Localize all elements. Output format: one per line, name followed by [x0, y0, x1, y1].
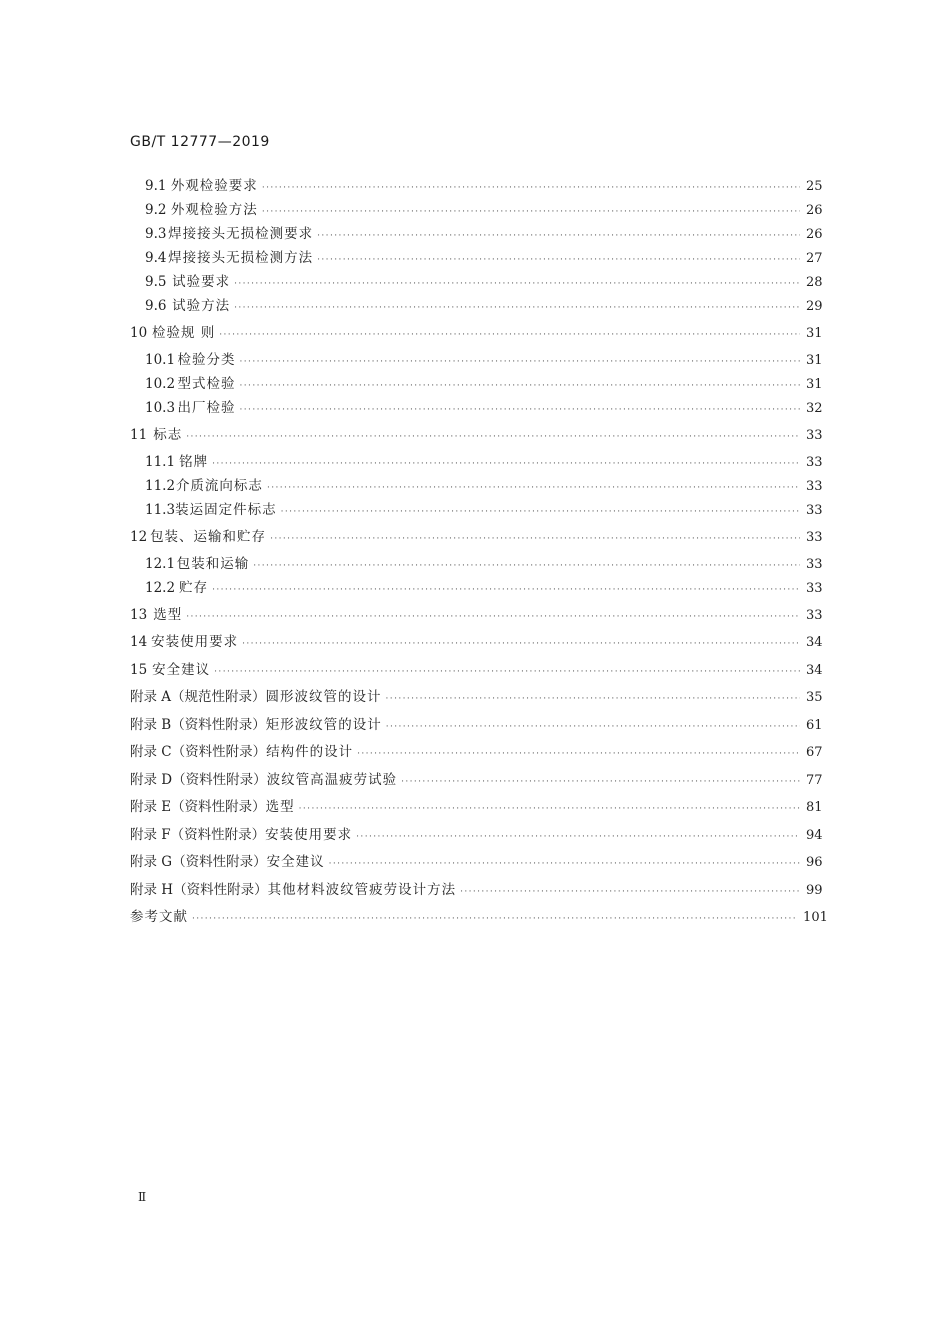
toc-entry-number: 附录 D（资料性附录） [130, 772, 267, 788]
toc-entry[interactable] [145, 579, 822, 597]
toc-entry[interactable] [130, 426, 822, 444]
toc-entry-number: 11.3 [145, 502, 176, 518]
toc-entry[interactable] [145, 555, 822, 573]
toc-leader-dots [386, 690, 800, 708]
toc-leader-dots [219, 326, 800, 344]
toc-entry-number: 10.1 [145, 352, 176, 368]
toc-entry-title: 其他材料波纹管疲劳设计方法 [267, 882, 457, 898]
toc-leader-dots [234, 299, 800, 317]
toc-entry-title: 包装、运输和贮存 [150, 529, 267, 545]
toc-leader-dots [186, 608, 800, 626]
toc-entry-page: 34 [806, 663, 823, 678]
toc-entry[interactable] [130, 881, 822, 899]
toc-entry-number: 9.5 [145, 274, 167, 290]
toc-entry-number: 9.3 [145, 226, 167, 242]
toc-entry-title: 外观检验方法 [170, 202, 258, 218]
toc-entry-page: 33 [806, 581, 823, 596]
toc-leader-dots [317, 251, 800, 269]
toc-entry-page: 28 [806, 275, 823, 290]
toc-leader-dots [192, 910, 797, 928]
toc-leader-dots [234, 275, 800, 293]
toc-entry-number: 附录 E（资料性附录） [130, 799, 266, 815]
toc-entry-title: 选型 [265, 799, 295, 815]
toc-entry-page: 99 [806, 883, 823, 898]
toc-leader-dots [460, 883, 800, 901]
toc-leader-dots [281, 503, 800, 521]
toc-leader-dots [401, 773, 800, 791]
toc-leader-dots [262, 203, 800, 221]
toc-entry-number: 11 [130, 427, 148, 443]
toc-entry-title: 铭牌 [179, 454, 209, 470]
toc-entry-title: 结构件的设计 [266, 744, 354, 760]
toc-entry-number: 15 [130, 662, 148, 678]
toc-entry-number: 9.1 [145, 178, 167, 194]
toc-entry-page: 33 [806, 557, 823, 572]
toc-entry-number: 12.2 [145, 580, 176, 596]
toc-entry[interactable] [145, 375, 822, 393]
toc-entry[interactable] [145, 201, 822, 219]
toc-entry[interactable] [145, 225, 822, 243]
toc-entry-page: 33 [806, 428, 823, 443]
toc-entry-page: 34 [806, 635, 823, 650]
toc-entry-page: 29 [806, 299, 823, 314]
toc-entry-title: 介质流向标志 [175, 478, 263, 494]
toc-entry-number: 附录 C（资料性附录） [130, 744, 267, 760]
toc-entry-title: 试验要求 [172, 274, 231, 290]
toc-entry-title: 矩形波纹管的设计 [265, 717, 382, 733]
toc-leader-dots [299, 800, 800, 818]
toc-entry[interactable] [130, 798, 822, 816]
toc-entry-title: 焊接接头无损检测方法 [168, 250, 314, 266]
toc-entry-title: 波纹管高温疲劳试验 [266, 772, 398, 788]
toc-entry-page: 32 [806, 401, 823, 416]
toc-entry[interactable] [145, 477, 822, 495]
toc-entry-number: 9.2 [145, 202, 167, 218]
toc-entry-page: 101 [803, 910, 828, 925]
toc-entry-page: 27 [806, 251, 823, 266]
toc-leader-dots [253, 557, 800, 575]
toc-leader-dots [240, 353, 800, 371]
toc-entry-page: 33 [806, 479, 823, 494]
standard-code-header: GB/T 12777—2019 [130, 134, 270, 150]
toc-entry-page: 33 [806, 455, 823, 470]
toc-leader-dots [242, 635, 800, 653]
toc-entry[interactable] [130, 528, 822, 546]
toc-entry-number: 附录 F（资料性附录） [130, 827, 266, 843]
toc-entry-number: 11.1 [145, 454, 176, 470]
toc-entry-page: 81 [806, 800, 823, 815]
toc-entry[interactable] [130, 771, 822, 789]
page-number-footer: Ⅱ [138, 1190, 147, 1204]
toc-entry-number: 12.1 [145, 556, 176, 572]
toc-entry[interactable] [130, 606, 822, 624]
toc-entry-page: 94 [806, 828, 823, 843]
toc-entry-number: 12 [130, 529, 148, 545]
toc-entry[interactable] [130, 688, 822, 706]
toc-leader-dots [356, 828, 800, 846]
toc-entry-title: 参考文献 [130, 909, 188, 925]
toc-entry-number: 附录 B（资料性附录） [130, 717, 266, 733]
toc-leader-dots [214, 663, 800, 681]
toc-entry-title: 出厂检验 [177, 400, 236, 416]
toc-entry-page: 96 [806, 855, 823, 870]
toc-entry-page: 26 [806, 203, 823, 218]
toc-entry-page: 26 [806, 227, 823, 242]
toc-entry-number: 10.2 [145, 376, 176, 392]
toc-entry-title: 安装使用要求 [265, 827, 353, 843]
toc-entry-title: 型式检验 [177, 376, 236, 392]
toc-entry-title: 外观检验要求 [170, 178, 258, 194]
toc-entry-title: 装运固定件标志 [175, 502, 277, 518]
toc-entry-page: 77 [806, 773, 823, 788]
toc-entry-title: 包装和运输 [176, 556, 250, 572]
toc-leader-dots [357, 745, 800, 763]
toc-leader-dots [329, 855, 800, 873]
toc-entry-title: 安全建议 [266, 854, 325, 870]
toc-entry-title: 焊接接头无损检测要求 [168, 226, 314, 242]
toc-entry[interactable] [130, 908, 828, 926]
toc-leader-dots [386, 718, 800, 736]
toc-entry-title: 圆形波纹管的设计 [265, 689, 382, 705]
toc-leader-dots [212, 455, 800, 473]
toc-entry-page: 33 [806, 608, 823, 623]
toc-leader-dots [262, 179, 800, 197]
toc-entry-page: 31 [806, 353, 823, 368]
toc-leader-dots [186, 428, 800, 446]
toc-entry-page: 33 [806, 530, 823, 545]
toc-entry-number: 附录 A（规范性附录） [130, 689, 266, 705]
toc-entry[interactable] [145, 273, 822, 291]
toc-entry-number: 附录 G（资料性附录） [130, 854, 267, 870]
toc-entry-page: 61 [806, 718, 823, 733]
toc-leader-dots [270, 530, 800, 548]
toc-entry[interactable] [130, 661, 822, 679]
toc-entry[interactable] [130, 743, 822, 761]
toc-entry[interactable] [130, 716, 822, 734]
toc-entry-title: 安装使用要求 [151, 634, 239, 650]
toc-entry[interactable] [145, 177, 822, 195]
toc-leader-dots [267, 479, 800, 497]
toc-entry-page: 31 [806, 377, 823, 392]
toc-entry-number: 9.6 [145, 298, 167, 314]
toc-entry[interactable] [145, 351, 822, 369]
toc-entry[interactable] [145, 399, 822, 417]
toc-entry-number: 14 [130, 634, 148, 650]
toc-entry[interactable] [130, 324, 822, 342]
toc-entry[interactable] [145, 453, 822, 471]
toc-entry[interactable] [130, 633, 822, 651]
toc-entry-number: 11.2 [145, 478, 176, 494]
toc-entry-title: 安全建议 [152, 662, 211, 678]
toc-leader-dots [212, 581, 800, 599]
toc-entry[interactable] [145, 297, 822, 315]
toc-entry[interactable] [145, 501, 822, 519]
toc-entry[interactable] [145, 249, 822, 267]
toc-entry-title: 试验方法 [172, 298, 231, 314]
toc-entry-page: 33 [806, 503, 823, 518]
toc-entry-title: 标志 [153, 427, 183, 443]
toc-leader-dots [240, 377, 800, 395]
toc-entry-number: 10.3 [145, 400, 176, 416]
toc-entry-number: 10 [130, 325, 148, 341]
toc-entry-title: 贮存 [179, 580, 209, 596]
toc-entry-number: 9.4 [145, 250, 167, 266]
toc-entry-number: 附录 H（资料性附录） [130, 882, 268, 898]
toc-entry-page: 35 [806, 690, 823, 705]
toc-leader-dots [240, 401, 800, 419]
toc-entry-title: 检验规 则 [151, 325, 216, 341]
toc-entry-page: 31 [806, 326, 823, 341]
toc-entry[interactable] [130, 826, 822, 844]
toc-entry[interactable] [130, 853, 822, 871]
toc-entry-number: 13 [130, 607, 148, 623]
toc-leader-dots [317, 227, 800, 245]
toc-entry-title: 选型 [153, 607, 183, 623]
toc-entry-page: 25 [806, 179, 823, 194]
toc-entry-title: 检验分类 [177, 352, 236, 368]
toc-entry-page: 67 [806, 745, 823, 760]
